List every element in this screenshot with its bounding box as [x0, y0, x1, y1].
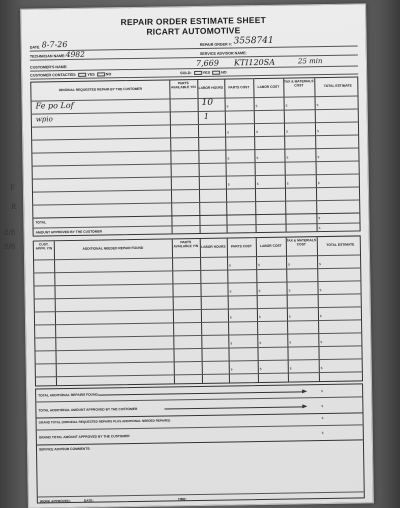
sold-yes-checkbox[interactable] [194, 71, 202, 75]
repair-line-1[interactable]: Fe po Lof [35, 100, 74, 111]
amount-approved-label: AMOUNT APPROVED BY THE CUSTOMER [35, 229, 103, 235]
form-title: REPAIR ORDER ESTIMATE SHEET [120, 14, 267, 28]
repair-order-label: REPAIR ORDER #: [199, 42, 233, 47]
contacted-yes-checkbox[interactable] [78, 73, 86, 77]
date-value[interactable]: 8-7-26 [41, 40, 68, 50]
th-add-tax-materials: TAX & MATERIALS COST [286, 238, 317, 247]
th-cust-appr: CUST. APPR. Y/N [35, 242, 53, 251]
th-parts-cost: PARTS COST [228, 85, 250, 90]
th-labor-cost: LABOR COST [257, 84, 280, 90]
company-name: RICART AUTOMOTIVE [146, 25, 241, 37]
technician-value[interactable]: 4982 [65, 49, 85, 60]
total-additional-label: TOTAL ADDITIONAL REPAIRS FOUND [38, 392, 98, 398]
th-add-total-estimate: TOTAL ESTIMATE [326, 242, 355, 247]
grand-total-approved-label: GRAND TOTAL AMOUNT APPROVED BY THE CUSTOMER [38, 434, 130, 440]
labor-hours-2[interactable]: 1 [203, 111, 209, 121]
repair-line-2[interactable]: wpio [35, 115, 53, 124]
th-additional-repair: ADDITIONAL NEEDED REPAIR FOUND [82, 245, 144, 251]
margin-mark-r: R [11, 203, 17, 211]
signature-time-label: TIME: [177, 497, 187, 502]
sold-no-checkbox[interactable] [212, 71, 220, 75]
repair-order-value[interactable]: 3558741 [233, 35, 274, 47]
customer-name-label: CUSTOMER'S NAME: [29, 65, 68, 70]
th-add-parts-cost: PARTS COST [230, 244, 252, 249]
margin-mark-4: 8/8 [4, 243, 16, 251]
total-label: TOTAL [35, 220, 47, 225]
original-repairs-table: ORIGINAL REQUESTED REPAIR BY THE CUSTOMER PARTS AVAILABLE Y/N LABOR HOURS PARTS COST LABOR COST TAX & MATERIALS COST TOTAL ESTIMATE Fe po Lof 10 wpio 1 TOTAL AMOUNT APPROVED BY THE CUSTOMER $ $ $ $ $ $ $ $ $ $ $ $ $ $ $ $ $ $ [30, 76, 360, 236]
th-parts-available: PARTS AVAILABLE Y/N [170, 81, 196, 90]
time-value[interactable]: 25 min [297, 57, 323, 66]
th-total-estimate: TOTAL ESTIMATE [323, 83, 352, 88]
estimate-sheet [20, 3, 374, 508]
th-add-labor-hours: LABOR HOURS [201, 244, 226, 249]
th-add-parts-available: PARTS AVAILABLE Y/N [173, 240, 199, 249]
th-labor-hours: LABOR HOURS [198, 85, 224, 90]
advisor-comments-label: SERVICE ADVISOR COMMENTS: [38, 446, 91, 452]
signature-date-label: DATE: [83, 498, 94, 503]
work-approved-label: WORK APPROVED: [39, 499, 71, 504]
technician-label: TECHNICIAN NAME: [29, 54, 66, 59]
mileage-value[interactable]: 7,669 [195, 58, 219, 68]
service-advisor-label: SERVICE ADVISOR NAME: [199, 51, 247, 56]
th-tax-materials: TAX & MATERIALS COST [283, 79, 314, 88]
th-original-repair: ORIGINAL REQUESTED REPAIR BY THE CUSTOMER [58, 86, 143, 93]
sold-label: SOLD: YES NO [180, 70, 227, 76]
th-add-labor-cost: LABOR COST [259, 243, 282, 249]
contacted-no-checkbox[interactable] [97, 72, 105, 76]
labor-hours-1[interactable]: 10 [201, 97, 214, 108]
vin-value[interactable]: KTI120SA [233, 57, 276, 68]
grand-total-label: GRAND TOTAL (ORIGINAL REQUESTED REPAIRS PLUS ADDITIONAL NEEDED REPAIRS) [38, 418, 171, 425]
total-additional-approved-label: TOTAL ADDITIONAL AMOUNT APPROVED BY THE CUSTOMER [38, 406, 138, 413]
customer-contacted-label: CUSTOMER CONTACTED: YES NO [30, 72, 112, 78]
date-label: DATE [29, 45, 40, 50]
totals-section: TOTAL ADDITIONAL REPAIRS FOUND TOTAL ADDITIONAL AMOUNT APPROVED BY THE CUSTOMER GRAND TOTAL (ORIGINAL REQUESTED REPAIRS PLUS ADDITIONAL NEEDED REPAIRS) GRAND TOTAL AMOUNT APPROVED BY THE CUSTOMER SERVICE ADVISOR COMMENTS: WORK APPROVED: DATE: TIME: $ $ $ $ [35, 383, 365, 503]
margin-mark-f: F [10, 184, 15, 192]
additional-repairs-table: CUST. APPR. Y/N ADDITIONAL NEEDED REPAIR FOUND PARTS AVAILABLE Y/N LABOR HOURS PARTS COST LABOR COST TAX & MATERIALS COST TOTAL ESTIMATE $ $ $ $ $ $ $ $ $ $ $ $ $ $ $ $ $ $ $ $ [33, 235, 363, 386]
margin-mark-3: 8/8 [4, 229, 16, 237]
